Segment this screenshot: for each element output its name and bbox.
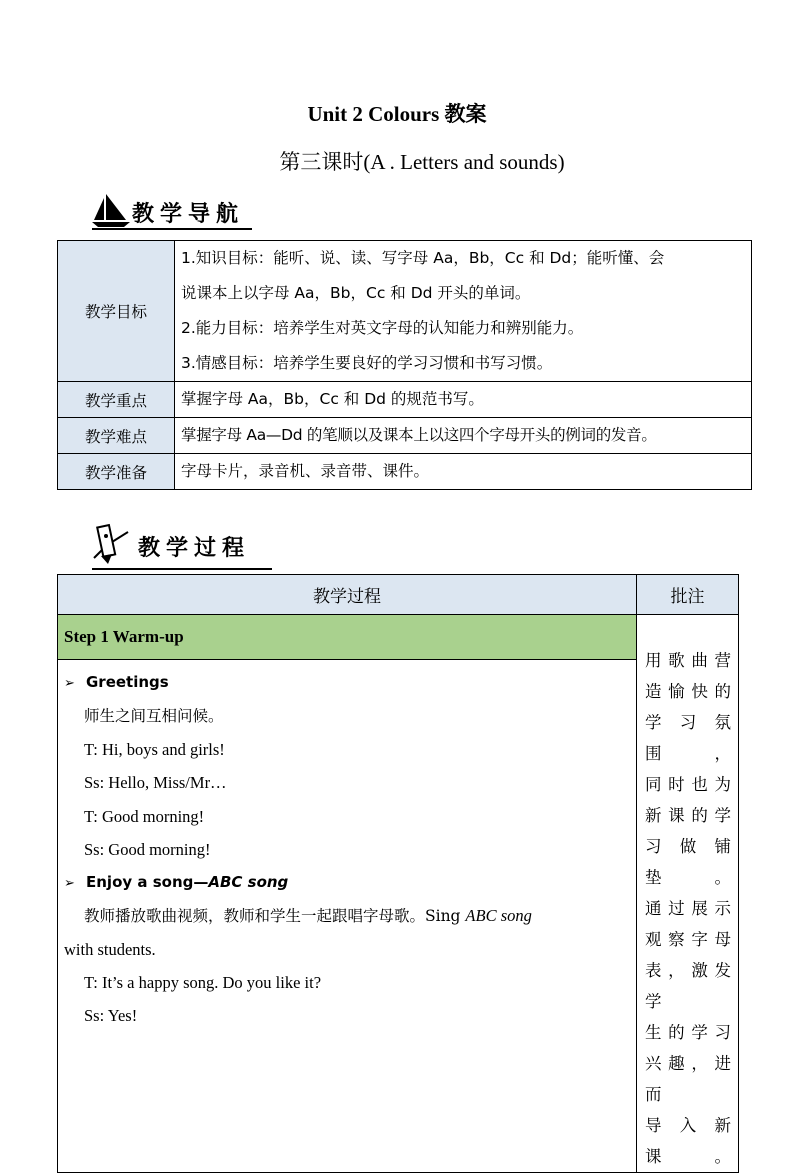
dialogue-line: T: It’s a happy song. Do you like it? xyxy=(84,972,322,992)
section-process-underline xyxy=(92,568,272,570)
overview-table xyxy=(57,240,752,490)
song-description xyxy=(64,899,630,932)
overview-header: 教学重点 xyxy=(58,382,175,418)
song-title-italic: ABC song xyxy=(208,873,289,892)
note-line: 表，激发学 xyxy=(645,961,732,1011)
note-line: 同时也为 xyxy=(645,775,732,794)
song-bullet xyxy=(64,866,630,899)
section-nav-heading xyxy=(92,190,252,232)
overview-content: 字母卡片，录音机、录音带、课件。 xyxy=(175,454,752,490)
step-body xyxy=(58,660,637,1173)
step-row xyxy=(58,615,739,660)
dialogue-line: Ss: Good morning! xyxy=(84,839,211,859)
overview-row-goals xyxy=(58,241,752,382)
overview-header: 教学准备 xyxy=(58,454,175,490)
process-column-header: 教学过程 xyxy=(58,575,637,615)
overview-header: 教学难点 xyxy=(58,418,175,454)
dialogue-line: T: Hi, boys and girls! xyxy=(84,739,225,759)
song-description-cn: 教师播放歌曲视频，教师和学生一起跟唱字母歌。Sing xyxy=(84,907,466,926)
note-line: 学习氛围， xyxy=(645,713,732,763)
arrow-bullet-icon: ➢ xyxy=(64,876,75,892)
dialogue-line: Ss: Yes! xyxy=(84,1006,138,1026)
process-header-row xyxy=(58,575,739,615)
note-line: 兴趣，进而 xyxy=(645,1054,732,1104)
note-line: 用歌曲营 xyxy=(645,651,732,670)
greetings-bullet xyxy=(64,666,630,699)
note-line: 观察字母 xyxy=(645,930,732,949)
step-title: Step 1 Warm-up xyxy=(58,615,637,660)
step-body-row xyxy=(58,660,739,1173)
overview-content: 掌握字母 Aa—Dd 的笔顺以及课本上以这四个字母开头的例词的发音。 xyxy=(175,418,752,454)
dialogue-line: Ss: Hello, Miss/Mr… xyxy=(84,773,227,793)
note-line: 习做铺垫。 xyxy=(645,837,732,887)
document-subtitle: 第三课时(A . Letters and sounds) xyxy=(279,150,565,174)
note-line: 通过展示 xyxy=(645,899,732,918)
song-title-prefix: Enjoy a song— xyxy=(86,873,209,892)
note-line: 新课的学 xyxy=(645,806,732,825)
note-column-header: 批注 xyxy=(637,575,739,615)
pencil-mascot-icon xyxy=(92,520,136,568)
overview-row-key-points xyxy=(58,382,752,418)
overview-content xyxy=(175,241,752,382)
section-process-heading xyxy=(92,520,272,572)
overview-content: 掌握字母 Aa，Bb，Cc 和 Dd 的规范书写。 xyxy=(175,382,752,418)
overview-row-difficulties xyxy=(58,418,752,454)
goal-line: 3.情感目标：培养学生要良好的学习习惯和书写习惯。 xyxy=(181,354,553,372)
section-process-label: 教学过程 xyxy=(138,536,251,561)
process-table xyxy=(57,574,739,1173)
overview-row-preparation xyxy=(58,454,752,490)
teacher-note xyxy=(637,615,739,1173)
note-line: 造愉快的 xyxy=(645,682,732,701)
note-line: 导入新课。 xyxy=(645,1116,732,1166)
arrow-bullet-icon: ➢ xyxy=(64,676,75,692)
sailboat-icon xyxy=(92,190,132,228)
note-line: 生的学习 xyxy=(645,1023,732,1042)
greetings-title: Greetings xyxy=(86,673,169,692)
song-description-cont: with students. xyxy=(64,939,156,959)
dialogue-line: 师生之间互相问候。 xyxy=(84,706,224,725)
document-title: Unit 2 Colours 教案 xyxy=(307,102,487,126)
song-description-italic: ABC song xyxy=(465,906,532,926)
dialogue-line: T: Good morning! xyxy=(84,806,205,826)
goal-line: 2.能力目标：培养学生对英文字母的认知能力和辨别能力。 xyxy=(181,319,584,337)
section-nav-label: 教学导航 xyxy=(132,202,245,227)
section-nav-underline xyxy=(92,228,252,230)
goal-line: 1.知识目标：能听、说、读、写字母 Aa，Bb，Cc 和 Dd；能听懂、会 xyxy=(181,249,665,267)
overview-header: 教学目标 xyxy=(58,241,175,382)
goal-line: 说课本上以字母 Aa，Bb，Cc 和 Dd 开头的单词。 xyxy=(181,284,531,302)
